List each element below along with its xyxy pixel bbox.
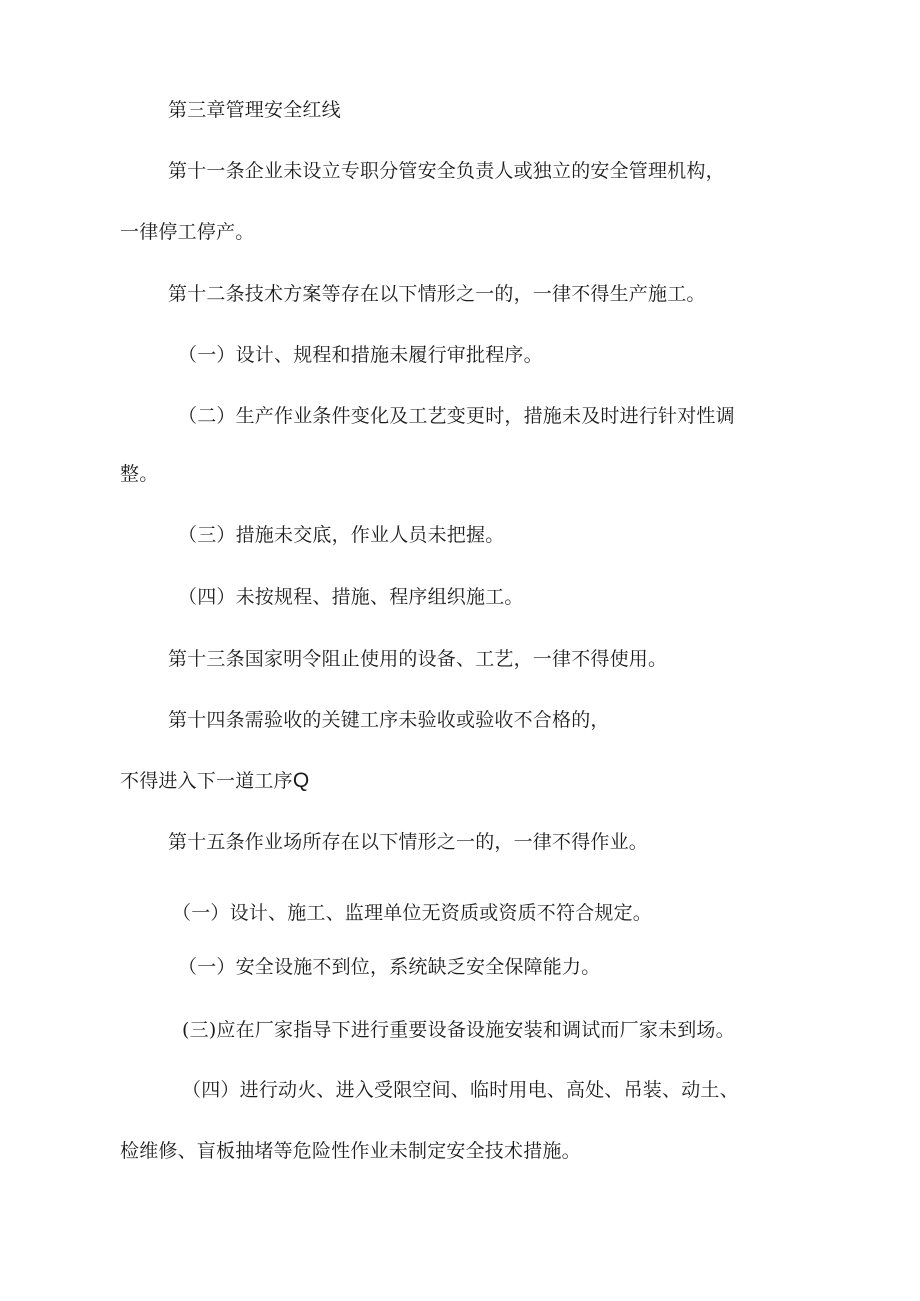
article-12-intro: 第十二条技术方案等存在以下情形之一的，一律不得生产施工。 [168,283,706,305]
article-15-item-4-line-2: 检维修、盲板抽堵等危险性作业未制定安全技术措施。 [120,1140,581,1162]
article-11-line-1: 第十一条企业未设立专职分管安全负责人或独立的安全管理机构， [168,160,725,182]
article-15-item-4-line-1: （四）进行动火、进入受限空间、临时用电、高处、吊装、动土、 [182,1079,739,1101]
article-12-item-2-line-2: 整。 [120,463,159,485]
article-15-item-2: （一）安全设施不到位，系统缺乏安全保障能力。 [178,956,601,978]
article-15-intro: 第十五条作业场所存在以下情形之一的，一律不得作业。 [168,831,649,853]
article-13: 第十三条国家明令阻止使用的设备、工艺，一律不得使用。 [168,648,668,670]
article-14-line-2-text: 不得进入下一道工序 [120,770,293,792]
article-12-item-2-line-1: （二）生产作业条件变化及工艺变更时，措施未及时进行针对性调 [178,405,735,427]
article-11-line-2: 一律停工停产。 [120,221,255,243]
article-12-item-4: （四）未按规程、措施、程序组织施工。 [178,586,524,608]
article-14-line-2-suffix: Q [292,769,310,792]
article-14-line-1: 第十四条需验收的关键工序未验收或验收不合格的， [168,709,610,731]
article-12-item-3: （三）措施未交底，作业人员未把握。 [178,524,505,546]
article-15-item-1: （一）设计、施工、监理单位无资质或资质不符合规定。 [172,902,653,924]
chapter-heading: 第三章管理安全红线 [168,99,341,121]
article-15-item-3: (三)应在厂家指导下进行重要设备设施安装和调试而厂家未到场。 [182,1019,735,1041]
article-14-line-2 [120,769,309,793]
article-12-item-1: （一）设计、规程和措施未履行审批程序。 [178,344,543,366]
